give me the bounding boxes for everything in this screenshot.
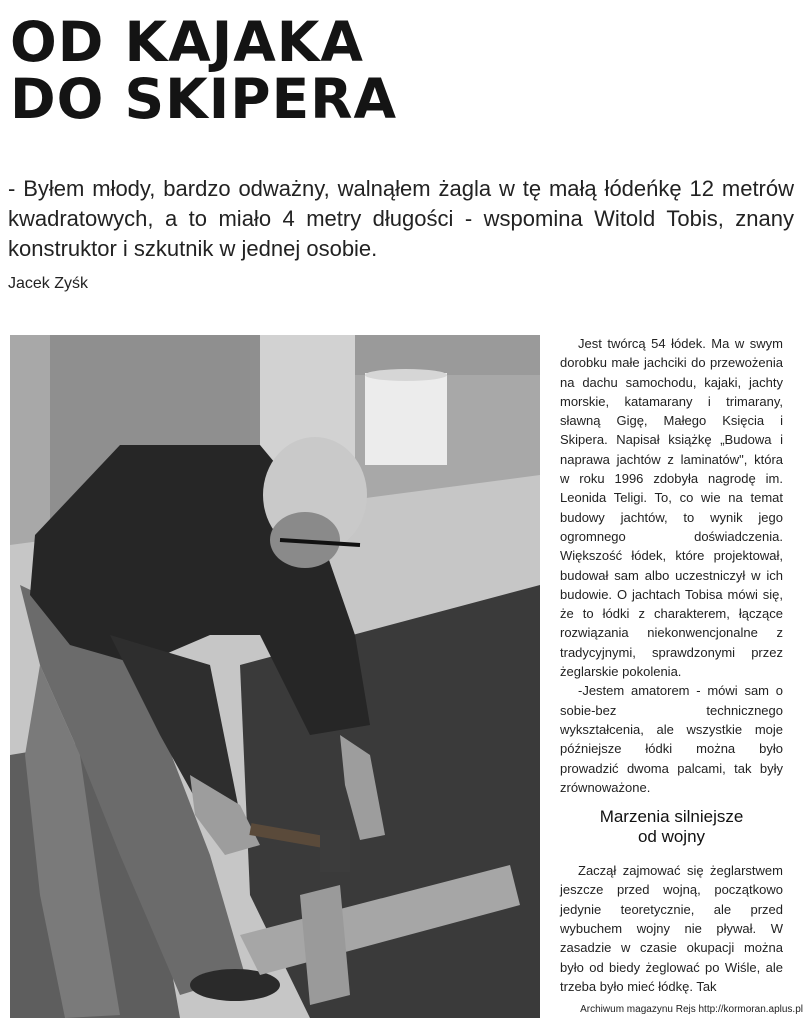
subheading-line-2: od wojny [637, 827, 706, 847]
author-byline: Jacek Zyśk [8, 275, 89, 292]
article-title [10, 10, 398, 131]
title-line-1: OD KAJAKA [10, 10, 364, 74]
body-paragraph: Zaczął zajmować się żeglarstwem jeszcze przed wojną, początkowo jedynie teoretycznie, ale przed wybuchem wojny nie pływał. W zasadzie w czasie okupacji można było od biedy żeglować po Wiśle, ale trzeba było mieć łódkę. Tak [560, 863, 783, 994]
section-subheading [560, 807, 783, 847]
article-photo [10, 335, 540, 1018]
title-line-2: DO SKIPERA [10, 67, 398, 131]
lead-paragraph: - Byłem młody, bardzo odważny, walnąłem żagla w tę małą łódeńkę 12 metrów kwadratowych, a to miało 4 metry długości - wspomina Witold Tobis, znany konstruktor i szkutnik w jednej osobie. [8, 176, 794, 261]
subheading-line-1: Marzenia silniejsze [599, 807, 744, 827]
body-paragraph: Jest twórcą 54 łódek. Ma w swym dorobku małe jachciki do przewożenia na dachu samochodu, kajaki, jachty morskie, katamarany i trimarany, sławną Gigę, Małego Księcia i Skipera. Napisał książkę „Budowa i naprawa jachtów z laminatów", która w roku 1996 zdobyła nagrodę im. Leonida Teligi. To, co wie na temat budowy jachtów, to wynik jego ogromnego doświadczenia. Większość łódek, które projektował, budował sam albo uczestniczył w ich budowie. O jachtach Tobisa mówi się, że to łódki z charakterem, łączące rozwiązania niekonwencjonalne z tradycyjnymi, sprawdzonymi przez żeglarskie pokolenia. [560, 336, 783, 680]
article-text-column [560, 334, 783, 996]
body-paragraph: -Jestem amatorem - mówi sam o sobie-bez technicznego wykształcenia, ale wszystkie moje późniejsze łódki można było prowadzić dwoma palcami, tak były zrównoważone. [560, 683, 783, 795]
archive-credit: Archiwum magazynu Rejs http://kormoran.aplus.pl [580, 1004, 803, 1015]
